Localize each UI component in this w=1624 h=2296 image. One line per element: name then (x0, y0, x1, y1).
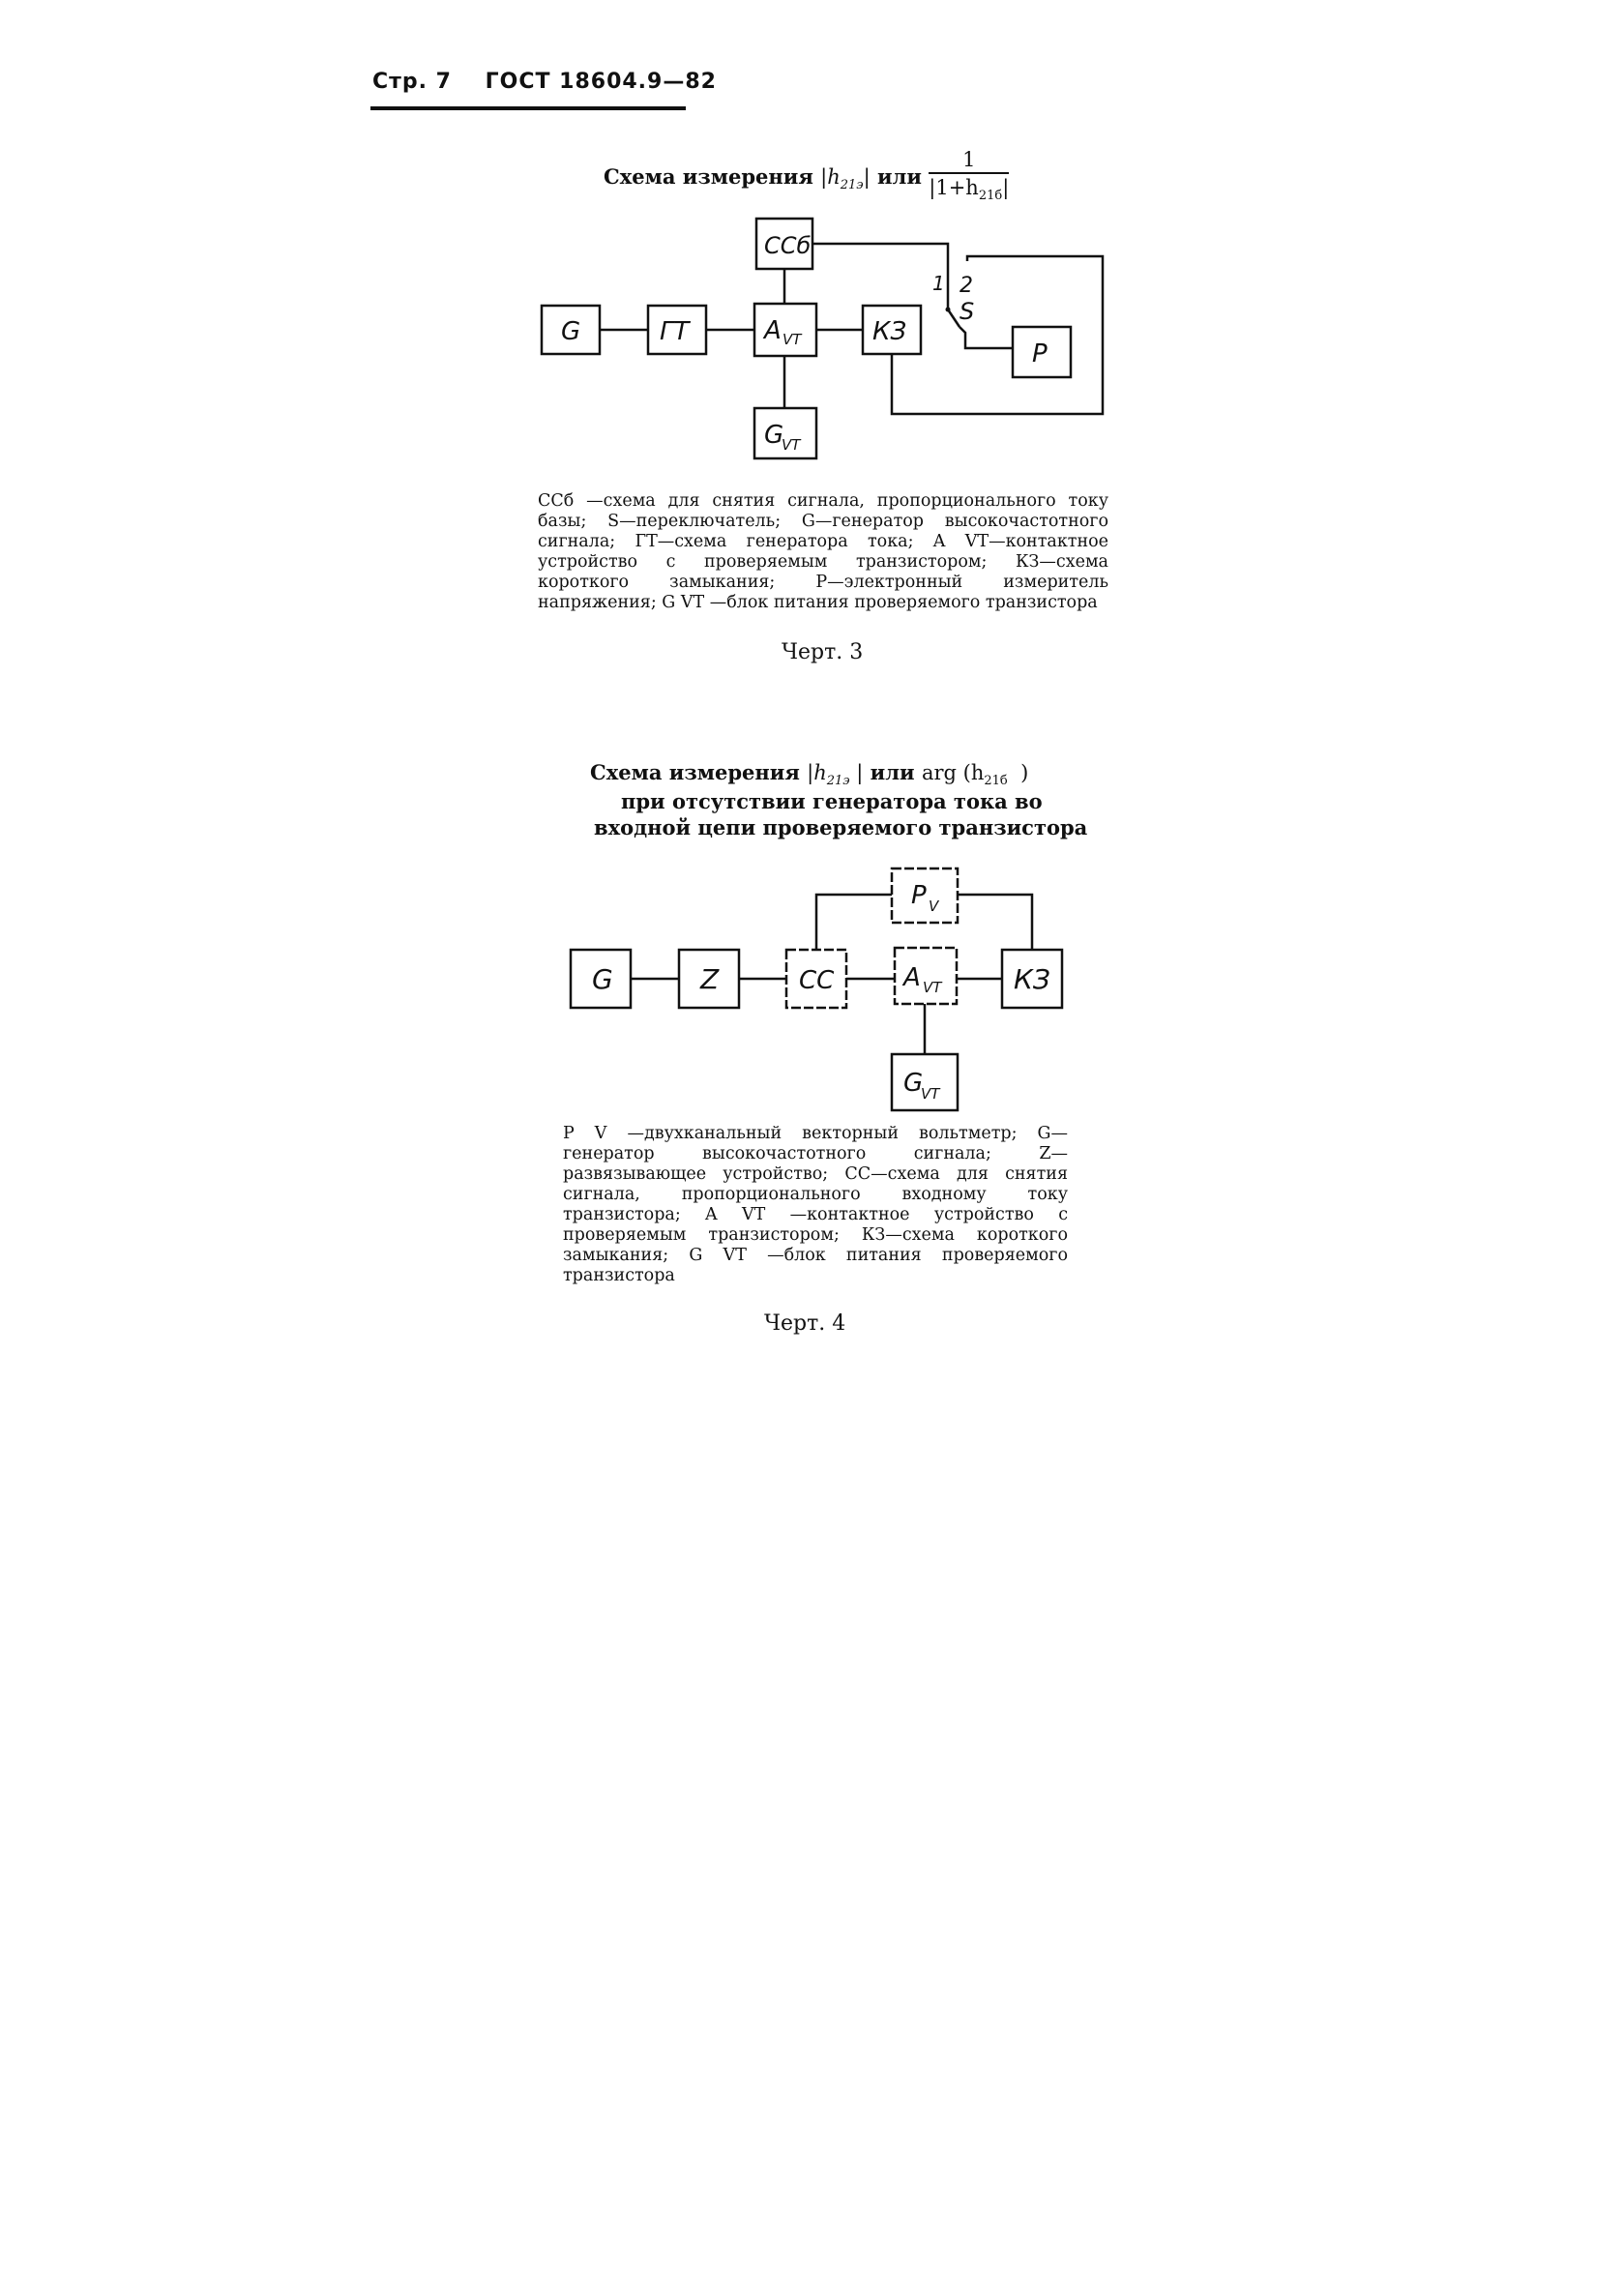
figure4-title-arg: arg ($h_{21б}$ ) (921, 761, 1029, 789)
figure3-title-or: или (876, 164, 922, 190)
figure4-title-expr: $|h_{21э}$ | (807, 761, 864, 789)
fig4-label-avt: A (903, 963, 921, 992)
figure4-label: Черт. 4 (764, 1311, 846, 1336)
fig4-label-cc: CC (799, 966, 835, 995)
fig4-label-pv: P (911, 881, 927, 910)
fig3-label-avt-sub: VT (782, 331, 802, 348)
page-header (372, 70, 717, 94)
fig3-label-gvt-sub: VT (782, 436, 801, 454)
figure4-diagram (551, 851, 1074, 1112)
figure3-diagram (522, 213, 1151, 474)
figure4-title-prefix: Схема измерения (590, 760, 800, 784)
figure3-title (604, 147, 1009, 210)
fig3-switch-name: S (960, 298, 975, 325)
fig4-label-pv-sub: V (929, 898, 939, 915)
fig3-label-ccb: CCб (764, 232, 812, 259)
figure3-title-prefix: Схема измерения (604, 164, 813, 190)
fig3-label-gt: ГТ (660, 317, 690, 346)
figure4-title-line3: входной цепи проверяемого транзистора (594, 815, 1088, 839)
figure4-title-line2: при отсутствии генератора тока во (621, 789, 1043, 813)
fig3-label-p: P (1032, 339, 1048, 368)
fig3-switch-pos2: 2 (960, 274, 973, 298)
standard-number: ГОСТ 18604.9—82 (485, 70, 717, 94)
fig4-label-kz: КЗ (1014, 963, 1050, 995)
figure4-caption: P V —двухканальный векторный вольтметр; G—генератор высокочастотного сигнала; Z—развязывающее устройство; CC—схема для снятия сигнала, пропорционального входному току транзистора; A VT —контактное устройство с проверяемым транзистором; КЗ—схема короткого замыкания; G VT —блок питания проверяемого транзистора (563, 1124, 1068, 1285)
fig4-label-g: G (592, 963, 613, 995)
fig3-label-kz: КЗ (872, 317, 907, 346)
figure3-title-expr: $|h_{21э}|$ (820, 165, 871, 193)
figure3-caption: CCб —схема для снятия сигнала, пропорционального току базы; S—переключатель; G—генератор высокочастотного сигнала; ГТ—схема генератора тока; A VT—контактное устройство с проверяемым транзистором; КЗ—схема короткого замыкания; P—электронный измеритель напряжения; G VT —блок питания проверяемого транзистора (538, 491, 1108, 612)
fig4-label-avt-sub: VT (923, 979, 942, 996)
fig4-label-z: Z (700, 963, 720, 995)
fig4-label-gvt: G (903, 1069, 924, 1098)
figure3-title-fraction: $\frac{1}{|1+h_{21б}|}$ (929, 148, 1010, 204)
page-number: Стр. 7 (372, 70, 452, 94)
figure4-title-line1 (590, 760, 1028, 788)
figure4-title-or: или (870, 760, 915, 784)
fig3-label-g: G (561, 317, 581, 346)
fig3-label-avt: A (764, 316, 782, 345)
fig3-label-gvt: G (764, 421, 784, 450)
header-rule (370, 106, 686, 110)
fig4-label-gvt-sub: VT (921, 1085, 940, 1103)
figure3-label: Черт. 3 (782, 640, 864, 664)
fig3-switch-pos1: 1 (932, 272, 945, 295)
